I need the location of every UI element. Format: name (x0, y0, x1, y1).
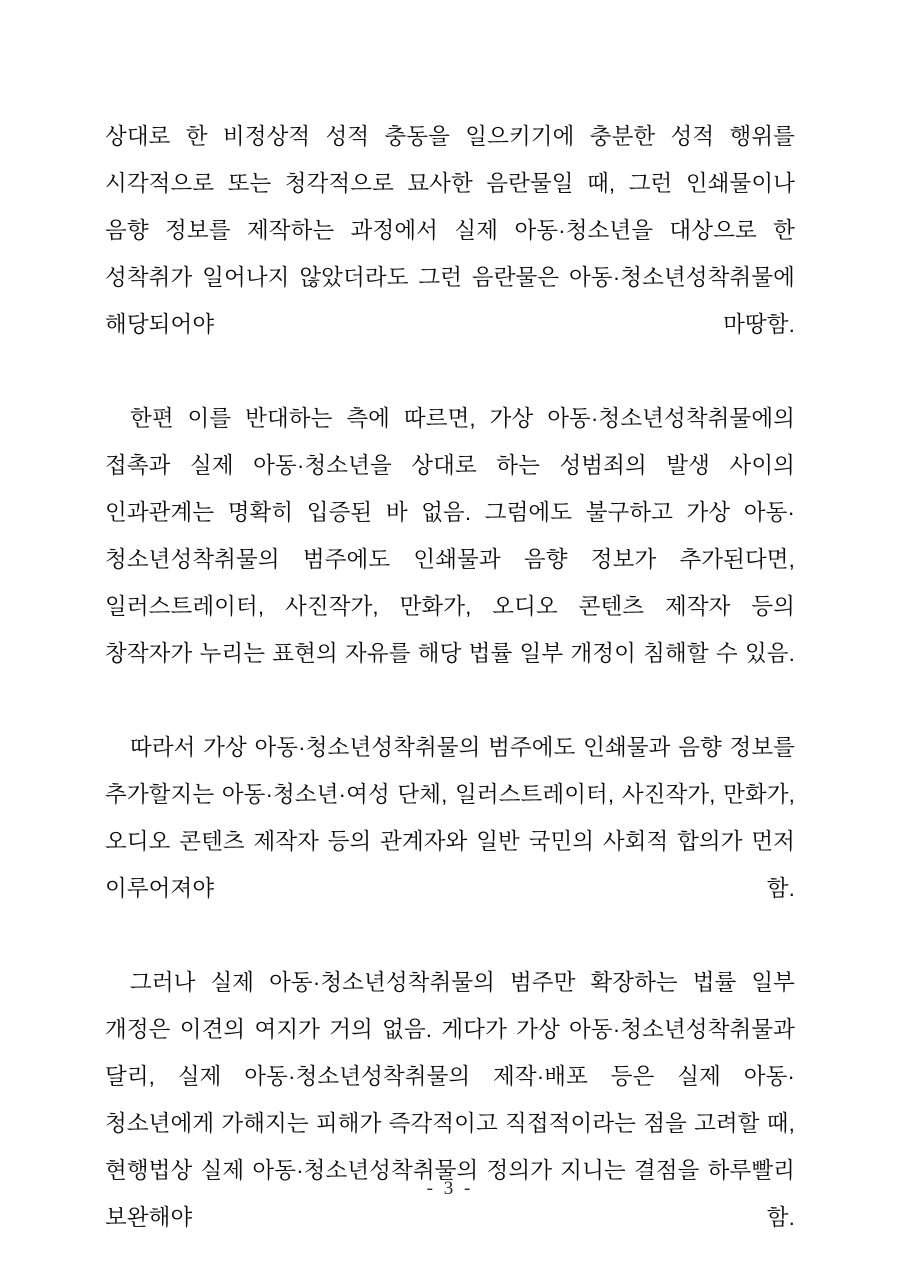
body-paragraph-3: 따라서 가상 아동·청소년성착취물의 범주에도 인쇄물과 음향 정보를 추가할지는 아동·청소년·여성 단체, 일러스트레이터, 사진작가, 만화가, 오디오 콘텐츠 제작자 등의 관계자와 일반 국민의 사회적 합의가 먼저 이루어져야 함. (105, 735, 795, 901)
body-paragraph-1: 상대로 한 비정상적 성적 충동을 일으키기에 충분한 성적 행위를 시각적으로 또는 청각적으로 묘사한 음란물일 때, 그런 인쇄물이나 음향 정보를 제작하는 과정에서 실제 아동·청소년을 대상으로 한 성착취가 일어나지 않았더라도 그런 음란물은 아동·청소년성착취물에 해당되어야 마땅함. (105, 124, 795, 337)
body-paragraph-2: 한편 이를 반대하는 측에 따르면, 가상 아동·청소년성착취물에의 접촉과 실제 아동·청소년을 상대로 하는 성범죄의 발생 사이의 인과관계는 명확히 입증된 바 없음. 그럼에도 불구하고 가상 아동·청소년성착취물의 범주에도 인쇄물과 음향 정보가 추가된다면, 일러스트레이터, 사진작가, 만화가, 오디오 콘텐츠 제작자 등의 창작자가 누리는 표현의 자유를 해당 법률 일부 개정이 침해할 수 있음. (105, 406, 795, 666)
document-body (105, 113, 795, 1274)
page-number: - 3 - (426, 1178, 474, 1199)
body-paragraph-4: 그러나 실제 아동·청소년성착취물의 범주만 확장하는 법률 일부 개정은 이견의 여지가 거의 없음. 게다가 가상 아동·청소년성착취물과 달리, 실제 아동·청소년성착취물의 제작·배포 등은 실제 아동·청소년에게 가해지는 피해가 즉각적이고 직접적이라는 점을 고려할 때, 현행법상 실제 아동·청소년성착취물의 정의가 지니는 결점을 하루빨리 보완해야 함. (105, 970, 795, 1230)
